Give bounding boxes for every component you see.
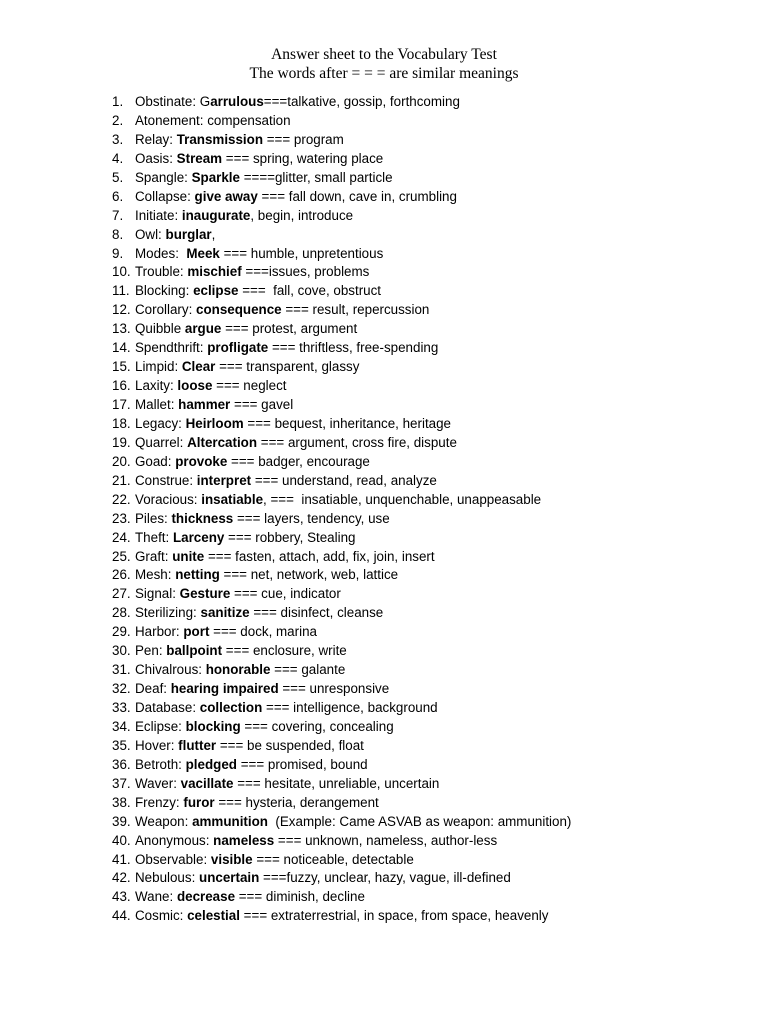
item-text [135, 263, 369, 282]
item-answer-word: give away [194, 188, 258, 204]
item-answer-word: sanitize [200, 605, 250, 621]
item-answer-word: blocking [185, 718, 241, 734]
item-similar-meanings: === galante [270, 662, 346, 678]
item-text [135, 245, 383, 264]
item-number: 25. [112, 548, 131, 564]
item-text [135, 869, 511, 888]
list-item [112, 661, 752, 680]
list-item [112, 548, 752, 567]
item-text [135, 415, 451, 434]
item-term: Construe: [135, 472, 197, 488]
item-term: Hover: [135, 737, 179, 753]
item-number: 39. [112, 813, 131, 829]
item-term: Voracious: [135, 491, 202, 507]
item-similar-meanings: === net, network, web, lattice [219, 567, 399, 583]
item-number: 8. [112, 226, 124, 242]
list-item [112, 642, 752, 661]
item-answer-word: Larceny [172, 529, 225, 545]
item-number: 11. [112, 283, 130, 299]
item-similar-meanings: === dock, marina [209, 624, 317, 640]
list-item [112, 566, 752, 585]
item-number: 14. [112, 340, 131, 356]
item-answer-word: vacillate [180, 775, 234, 791]
item-answer-word: hammer [178, 397, 231, 412]
item-number: 10. [112, 264, 131, 280]
item-term: Anonymous: [135, 832, 214, 848]
item-term: Chivalrous: [135, 662, 206, 678]
item-number: 35. [112, 737, 131, 753]
item-text [135, 510, 390, 529]
item-similar-meanings: , begin, introduce [250, 207, 354, 223]
item-similar-meanings: === robbery, Stealing [224, 529, 356, 545]
item-number: 30. [112, 643, 131, 659]
item-answer-word: profligate [207, 340, 269, 356]
list-item [112, 680, 752, 699]
item-text [135, 604, 383, 623]
item-term: Collapse: [135, 188, 195, 204]
list-item [112, 623, 752, 642]
item-similar-meanings: === layers, tendency, use [233, 510, 390, 526]
list-item [112, 775, 752, 794]
list-item [112, 491, 752, 510]
item-answer-word: port [183, 624, 210, 640]
list-item [112, 112, 752, 131]
item-text [135, 699, 438, 718]
item-text [135, 188, 457, 207]
item-answer-word: celestial [187, 908, 240, 924]
item-similar-meanings: ===talkative, gossip, forthcoming [263, 94, 460, 109]
item-similar-meanings: === neglect [212, 378, 287, 394]
item-term: Piles: [135, 510, 172, 526]
item-term: Spendthrift: [135, 340, 208, 356]
item-term: Quibble [135, 321, 185, 337]
item-answer-word: uncertain [199, 870, 260, 886]
item-text [135, 491, 541, 510]
item-term: Graft: [135, 548, 173, 564]
item-similar-meanings: === transparent, glassy [215, 359, 360, 375]
item-number: 34. [112, 718, 131, 734]
item-answer-word: Stream [176, 150, 223, 166]
item-text [135, 301, 429, 320]
item-answer-word: furor [183, 794, 215, 810]
list-item [112, 529, 752, 548]
item-text [135, 434, 457, 453]
item-number: 43. [112, 889, 131, 905]
item-text [135, 566, 398, 585]
item-text [135, 585, 341, 604]
item-answer-word: insatiable [201, 491, 264, 507]
item-text [135, 832, 497, 851]
list-item [112, 585, 752, 604]
item-number: 38. [112, 794, 131, 810]
item-similar-meanings: === program [263, 131, 344, 147]
item-similar-meanings: === humble, unpretentious [219, 245, 384, 261]
item-similar-meanings: === unknown, nameless, author-less [274, 832, 498, 848]
item-text [135, 642, 347, 661]
page-title [0, 45, 768, 83]
item-similar-meanings: === bequest, inheritance, heritage [243, 415, 452, 431]
item-answer-word: honorable [205, 662, 271, 678]
item-number: 3. [112, 131, 124, 147]
item-text [135, 623, 317, 642]
item-text [135, 888, 365, 907]
item-term: Theft: [135, 529, 173, 545]
item-number: 7. [112, 207, 124, 223]
list-item [112, 377, 752, 396]
item-number: 42. [112, 870, 131, 886]
item-answer-word: hearing impaired [170, 681, 279, 697]
list-item [112, 472, 752, 491]
item-similar-meanings: === gavel [230, 397, 294, 412]
item-answer-word: unite [172, 548, 205, 564]
item-similar-meanings: === intelligence, background [262, 700, 438, 715]
item-similar-meanings: === thriftless, free-spending [268, 340, 439, 356]
item-answer-word: inaugurate [181, 207, 251, 223]
item-answer-word: nameless [213, 832, 275, 848]
item-number: 5. [112, 169, 124, 185]
item-number: 17. [112, 397, 131, 412]
list-item [112, 320, 752, 339]
item-text [135, 548, 435, 567]
item-answer-word: Transmission [176, 131, 264, 147]
item-text [135, 680, 389, 699]
list-item [112, 869, 752, 888]
title-line-2: The words after = = = are similar meanings [249, 65, 519, 82]
item-answer-word: mischief [187, 264, 242, 280]
list-item [112, 832, 752, 851]
item-text [135, 775, 439, 794]
item-answer-word: burglar [165, 226, 212, 242]
list-item [112, 888, 752, 907]
item-answer-word: collection [199, 700, 263, 715]
item-text [135, 320, 357, 339]
item-similar-meanings: === fasten, attach, add, fix, join, insert [204, 548, 435, 564]
item-answer-word: ammunition [192, 813, 268, 829]
item-term: Eclipse: [135, 718, 186, 734]
item-number: 36. [112, 756, 131, 772]
item-term: Obstinate: G [135, 94, 211, 109]
item-similar-meanings: === fall down, cave in, crumbling [257, 188, 457, 204]
item-number: 40. [112, 832, 131, 848]
list-item [112, 169, 752, 188]
item-term: Oasis: [135, 150, 177, 166]
list-item [112, 226, 752, 245]
list-item [112, 150, 752, 169]
item-similar-meanings: === extraterrestrial, in space, from space, heavenly [239, 908, 549, 924]
item-answer-word: provoke [175, 453, 228, 469]
item-term: Observable: [135, 851, 211, 867]
item-similar-meanings: === protest, argument [221, 321, 358, 337]
item-number: 9. [112, 245, 124, 261]
list-item [112, 510, 752, 529]
item-similar-meanings: ====glitter, small particle [239, 169, 393, 185]
list-item [112, 282, 752, 301]
item-term: Pen: [135, 643, 167, 659]
item-term: Wane: [135, 889, 177, 905]
item-term: Cosmic: [135, 908, 188, 924]
item-term: Limpid: [135, 359, 182, 375]
item-similar-meanings: ===issues, problems [241, 264, 370, 280]
list-item [112, 434, 752, 453]
item-text [135, 737, 364, 756]
list-item [112, 188, 752, 207]
item-number: 31. [112, 662, 131, 678]
item-similar-meanings: === enclosure, write [222, 643, 347, 659]
list-item [112, 794, 752, 813]
item-similar-meanings: === badger, encourage [227, 453, 370, 469]
item-number: 24. [112, 529, 131, 545]
item-similar-meanings: === be suspended, float [216, 737, 364, 753]
item-number: 32. [112, 681, 131, 697]
item-term: Weapon: [135, 813, 193, 829]
item-term: Database: [135, 700, 200, 715]
item-text [135, 93, 460, 112]
list-item [112, 339, 752, 358]
item-answer-word: ballpoint [166, 643, 223, 659]
item-answer-word: thickness [171, 510, 234, 526]
list-item [112, 737, 752, 756]
item-answer-word: Gesture [179, 586, 231, 602]
item-number: 27. [112, 586, 131, 602]
vocabulary-list [112, 93, 752, 926]
item-number: 20. [112, 453, 131, 469]
item-similar-meanings: ===fuzzy, unclear, hazy, vague, ill-defined [259, 870, 511, 886]
item-text [135, 377, 287, 396]
item-similar-meanings: , === insatiable, unquenchable, unappeasable [263, 491, 542, 507]
item-number: 22. [112, 491, 131, 507]
list-item [112, 93, 752, 112]
item-term: Sterilizing: [135, 605, 201, 621]
item-text [135, 529, 355, 548]
item-text [135, 150, 383, 169]
item-term: Waver: [135, 775, 181, 791]
title-line-1: Answer sheet to the Vocabulary Test [271, 46, 497, 63]
item-term: Initiate: [135, 207, 182, 223]
item-number: 13. [112, 321, 131, 337]
list-item [112, 301, 752, 320]
item-term: Quarrel: [135, 434, 188, 450]
item-similar-meanings: === unresponsive [278, 681, 390, 697]
item-text [135, 907, 548, 926]
item-answer-word: Meek [186, 245, 220, 261]
list-item [112, 131, 752, 150]
item-number: 4. [112, 150, 124, 166]
item-text [135, 131, 344, 150]
item-term: Deaf: [135, 681, 171, 697]
item-answer-word: Sparkle [191, 169, 240, 185]
list-item [112, 207, 752, 226]
item-text [135, 718, 394, 737]
item-term: Frenzy: [135, 794, 184, 810]
item-text [135, 112, 291, 131]
item-number: 21. [112, 472, 131, 488]
item-number: 1. [112, 94, 124, 109]
item-similar-meanings: === covering, concealing [240, 718, 394, 734]
item-answer-word: decrease [176, 889, 236, 905]
item-number: 23. [112, 510, 131, 526]
item-similar-meanings: (Example: Came ASVAB as weapon: ammunition) [267, 813, 572, 829]
item-similar-meanings: === hesitate, unreliable, uncertain [233, 775, 440, 791]
item-term: Atonement: compensation [135, 112, 291, 128]
item-term: Goad: [135, 453, 176, 469]
item-text [135, 207, 353, 226]
item-similar-meanings: === argument, cross fire, dispute [257, 434, 457, 450]
item-term: Trouble: [135, 264, 188, 280]
item-answer-word: flutter [178, 737, 217, 753]
list-item [112, 851, 752, 870]
list-item [112, 907, 752, 926]
item-answer-word: Heirloom [185, 415, 244, 431]
item-text [135, 794, 379, 813]
item-term: Betroth: [135, 756, 186, 772]
item-number: 18. [112, 415, 131, 431]
item-term: Signal: [135, 586, 180, 602]
item-answer-word: visible [210, 851, 253, 867]
item-number: 41. [112, 851, 131, 867]
item-number: 33. [112, 700, 131, 715]
item-similar-meanings: , [211, 226, 216, 242]
item-text [135, 756, 368, 775]
item-similar-meanings: === fall, cove, obstruct [238, 283, 382, 299]
list-item [112, 813, 752, 832]
item-text [135, 851, 414, 870]
item-text [135, 453, 370, 472]
item-answer-word: Altercation [187, 434, 258, 450]
item-text [135, 339, 438, 358]
item-similar-meanings: === spring, watering place [222, 150, 384, 166]
list-item [112, 263, 752, 282]
item-answer-word: pledged [185, 756, 237, 772]
item-answer-word: Clear [181, 359, 216, 375]
item-number: 16. [112, 378, 131, 394]
item-similar-meanings: === disinfect, cleanse [249, 605, 384, 621]
item-term: Modes: [135, 245, 187, 261]
item-term: Legacy: [135, 415, 186, 431]
item-similar-meanings: === diminish, decline [235, 889, 365, 905]
item-term: Relay: [135, 131, 177, 147]
item-similar-meanings: === cue, indicator [230, 586, 341, 602]
item-term: Nebulous: [135, 870, 200, 886]
item-text [135, 396, 293, 415]
list-item [112, 245, 752, 264]
item-term: Mesh: [135, 567, 176, 583]
item-text [135, 472, 437, 491]
item-number: 26. [112, 567, 131, 583]
item-text [135, 661, 345, 680]
item-number: 12. [112, 302, 131, 318]
item-text [135, 813, 571, 832]
item-term: Harbor: [135, 624, 184, 640]
item-term: Blocking: [135, 283, 194, 299]
item-term: Corollary: [135, 302, 197, 318]
item-text [135, 282, 381, 301]
item-term: Spangle: [135, 169, 192, 185]
item-answer-word: consequence [196, 302, 282, 318]
item-similar-meanings: === hysteria, derangement [214, 794, 379, 810]
item-answer-word: loose [177, 378, 213, 394]
list-item [112, 756, 752, 775]
item-text [135, 358, 359, 377]
item-text [135, 226, 215, 245]
list-item [112, 396, 752, 415]
list-item [112, 699, 752, 718]
item-answer-word: arrulous [210, 94, 264, 109]
list-item [112, 415, 752, 434]
item-similar-meanings: === understand, read, analyze [251, 472, 437, 488]
item-number: 6. [112, 188, 124, 204]
item-similar-meanings: === promised, bound [236, 756, 368, 772]
item-text [135, 169, 393, 188]
item-number: 44. [112, 908, 131, 924]
item-number: 37. [112, 775, 131, 791]
item-similar-meanings: === result, repercussion [281, 302, 430, 318]
item-number: 2. [112, 112, 124, 128]
item-answer-word: netting [175, 567, 220, 583]
item-number: 19. [112, 434, 131, 450]
item-similar-meanings: === noticeable, detectable [252, 851, 414, 867]
list-item [112, 604, 752, 623]
item-number: 29. [112, 624, 131, 640]
item-term: Laxity: [135, 378, 178, 394]
list-item [112, 453, 752, 472]
item-answer-word: eclipse [193, 283, 239, 299]
item-number: 15. [112, 359, 131, 375]
item-answer-word: argue [184, 321, 222, 337]
item-term: Owl: [135, 226, 166, 242]
list-item [112, 358, 752, 377]
item-number: 28. [112, 605, 131, 621]
item-term: Mallet: [135, 397, 179, 412]
list-item [112, 718, 752, 737]
item-answer-word: interpret [196, 472, 252, 488]
